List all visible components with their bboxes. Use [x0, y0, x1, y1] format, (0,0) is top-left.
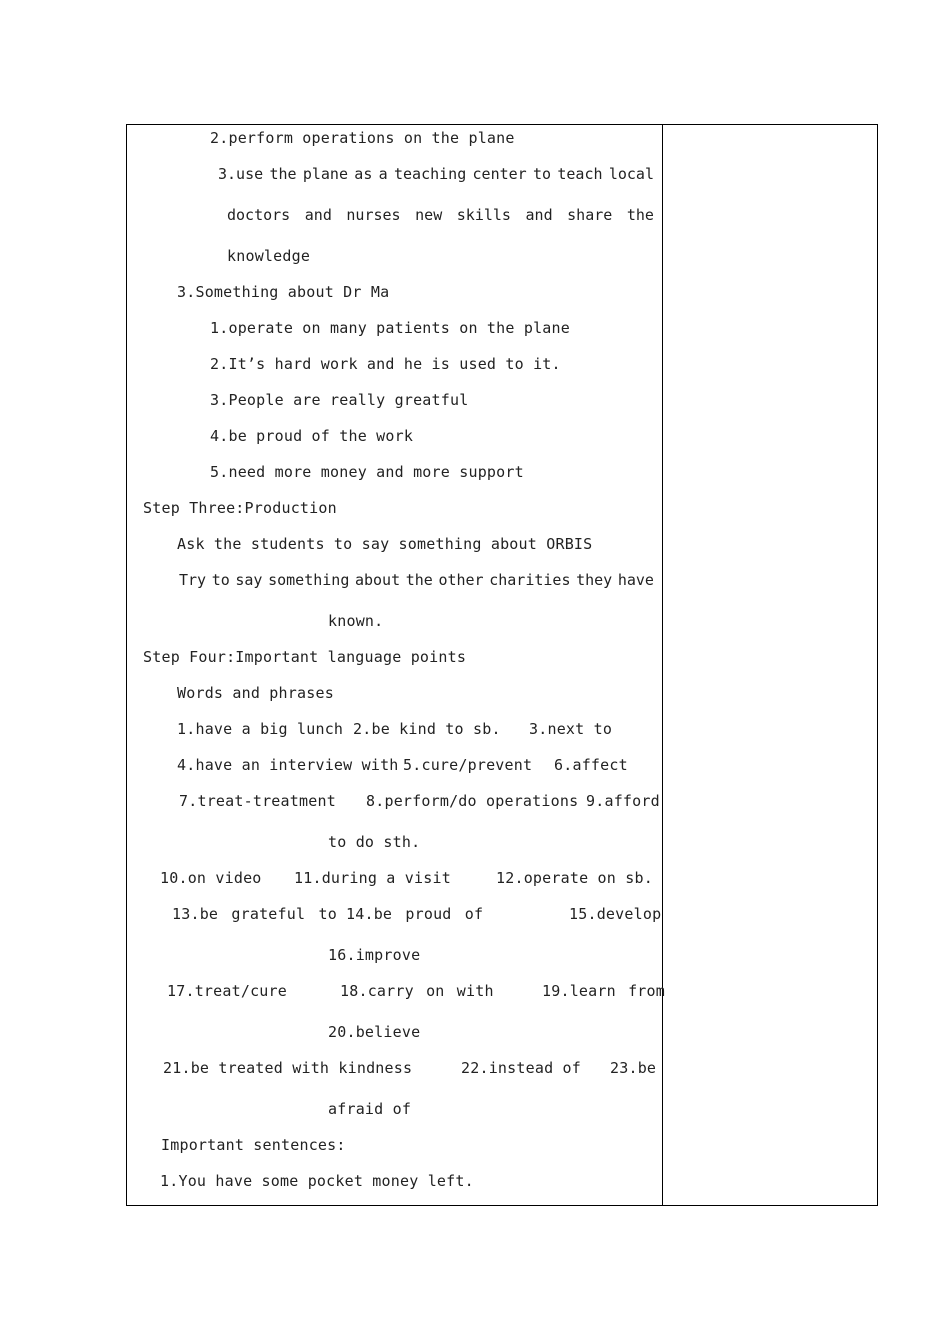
phrase-item: 2.be kind to sb.	[353, 720, 501, 738]
phrase-item: 19.learn from	[542, 982, 665, 1000]
step-three-line1: Ask the students to say something about ORBIS	[177, 535, 593, 553]
phrase-item: 21.be treated with kindness	[163, 1059, 413, 1077]
important-sentences-heading: Important sentences:	[161, 1136, 346, 1154]
plane-task-3-line2: doctors and nurses new skills and share the	[227, 206, 654, 224]
column-divider	[662, 124, 663, 1206]
phrase-item: 3.next to	[529, 720, 613, 738]
phrase-item: 15.develop	[569, 905, 662, 923]
phrase-item: 10.on video	[160, 869, 262, 887]
phrase-item: 16.improve	[328, 946, 421, 964]
phrase-item: 18.carry on with	[340, 982, 494, 1000]
dr-ma-item: 3.People are really greatful	[210, 391, 469, 409]
phrase-item: 8.perform/do operations	[366, 792, 579, 810]
phrase-item: to do sth.	[328, 833, 421, 851]
important-sentence: 1.You have some pocket money left.	[160, 1172, 474, 1190]
phrase-item: 13.be grateful to	[172, 905, 337, 923]
dr-ma-item: 4.be proud of the work	[210, 427, 414, 445]
phrase-item: 1.have a big lunch	[177, 720, 344, 738]
phrase-item: 4.have an interview with	[177, 756, 399, 774]
phrase-item: afraid of	[328, 1100, 412, 1118]
step-three-title: Step Three:Production	[143, 499, 337, 517]
phrase-item: 17.treat/cure	[167, 982, 287, 1000]
step-three-line3: known.	[328, 612, 384, 630]
plane-task-3-line1: 3.use the plane as a teaching center to teach local	[218, 165, 654, 183]
phrase-item: 7.treat-treatment	[179, 792, 336, 810]
phrase-item: 22.instead of	[461, 1059, 581, 1077]
phrase-item: 12.operate on sb.	[496, 869, 653, 887]
dr-ma-item: 5.need more money and more support	[210, 463, 524, 481]
dr-ma-item: 2.It’s hard work and he is used to it.	[210, 355, 561, 373]
phrase-item: 5.cure/prevent	[403, 756, 533, 774]
plane-task-2: 2.perform operations on the plane	[210, 129, 515, 147]
step-three-line2: Try to say something about the other charities they have	[179, 571, 654, 589]
phrase-item: 11.during a visit	[294, 869, 451, 887]
phrase-item: 9.afford	[586, 792, 660, 810]
plane-task-3-line3: knowledge	[227, 247, 311, 265]
dr-ma-item: 1.operate on many patients on the plane	[210, 319, 570, 337]
dr-ma-heading: 3.Something about Dr Ma	[177, 283, 390, 301]
phrase-item: 14.be proud of	[346, 905, 484, 923]
step-four-title: Step Four:Important language points	[143, 648, 467, 666]
words-phrases-heading: Words and phrases	[177, 684, 334, 702]
phrase-item: 23.be	[610, 1059, 657, 1077]
phrase-item: 20.believe	[328, 1023, 421, 1041]
phrase-item: 6.affect	[554, 756, 628, 774]
